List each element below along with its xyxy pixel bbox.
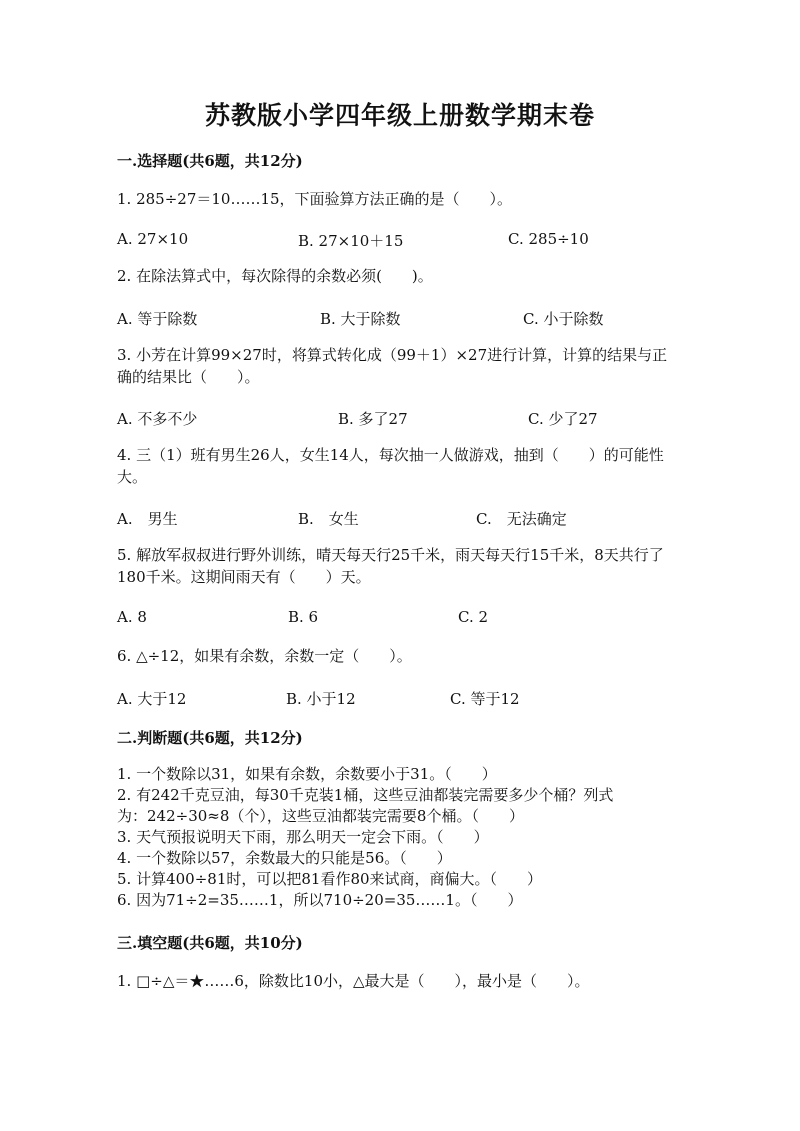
option-3a: A. 不多不少 (117, 410, 198, 428)
option-4a: A. 男生 (117, 510, 178, 528)
option-1c: C. 285÷10 (508, 230, 589, 248)
question-5: 5. 解放军叔叔进行野外训练，晴天每天行25千米，雨天每天行15千米，8天共行了180千米。这期间雨天有（ ）天。 (117, 546, 664, 586)
option-6b: B. 小于12 (286, 690, 356, 708)
true-false-line: 6. 因为71÷2=35……1，所以710÷20=35……1。（ ） (117, 891, 523, 909)
option-5c: C. 2 (458, 608, 489, 626)
true-false-line: 2. 有242千克豆油，每30千克装1桶，这些豆油都装完需要多少个桶？列式 (117, 786, 614, 804)
option-2a: A. 等于除数 (117, 310, 198, 328)
option-5b: B. 6 (288, 608, 319, 626)
section-heading-choice: 一.选择题(共6题，共12分) (117, 152, 303, 170)
option-1a: A. 27×10 (117, 230, 189, 248)
true-false-line: 5. 计算400÷81时，可以把81看作80来试商，商偏大。（ ） (117, 870, 543, 888)
option-6a: A. 大于12 (117, 690, 187, 708)
option-3b: B. 多了27 (338, 410, 408, 428)
question-3: 3. 小芳在计算99×27时，将算式转化成（99＋1）×27进行计算，计算的结果与正确的结果比（ ）。 (117, 346, 668, 386)
option-5a: A. 8 (117, 608, 147, 626)
option-1b: B. 27×10＋15 (298, 232, 404, 250)
true-false-list (117, 764, 687, 911)
page-title: 苏教版小学四年级上册数学期末卷 (204, 101, 595, 130)
question-6: 6. △÷12，如果有余数，余数一定（ ）。 (117, 647, 412, 665)
true-false-line: 为：242÷30≈8（个），这些豆油都装完需要8个桶。（ ） (117, 807, 524, 825)
section-heading-fill-blank: 三.填空题(共6题，共10分) (117, 934, 303, 952)
question-4: 4. 三（1）班有男生26人，女生14人，每次抽一人做游戏，抽到（ ）的可能性大。 (117, 446, 664, 486)
true-false-line: 1. 一个数除以31，如果有余数，余数要小于31。（ ） (117, 765, 497, 783)
true-false-line: 3. 天气预报说明天下雨，那么明天一定会下雨。（ ） (117, 828, 489, 846)
question-1: 1. 285÷27＝10……15，下面验算方法正确的是（ ）。 (117, 190, 513, 208)
question-2: 2. 在除法算式中，每次除得的余数必须( )。 (117, 267, 433, 285)
option-2c: C. 小于除数 (523, 310, 604, 328)
true-false-line: 4. 一个数除以57，余数最大的只能是56。（ ） (117, 849, 452, 867)
option-4b: B. 女生 (298, 510, 359, 528)
option-6c: C. 等于12 (450, 690, 520, 708)
option-2b: B. 大于除数 (320, 310, 401, 328)
option-3c: C. 少了27 (528, 410, 598, 428)
option-4c: C. 无法确定 (476, 510, 567, 528)
fill-question-1: 1. □÷△＝★……6，除数比10小，△最大是（ ），最小是（ ）。 (117, 972, 590, 990)
section-heading-true-false: 二.判断题(共6题，共12分) (117, 729, 303, 747)
